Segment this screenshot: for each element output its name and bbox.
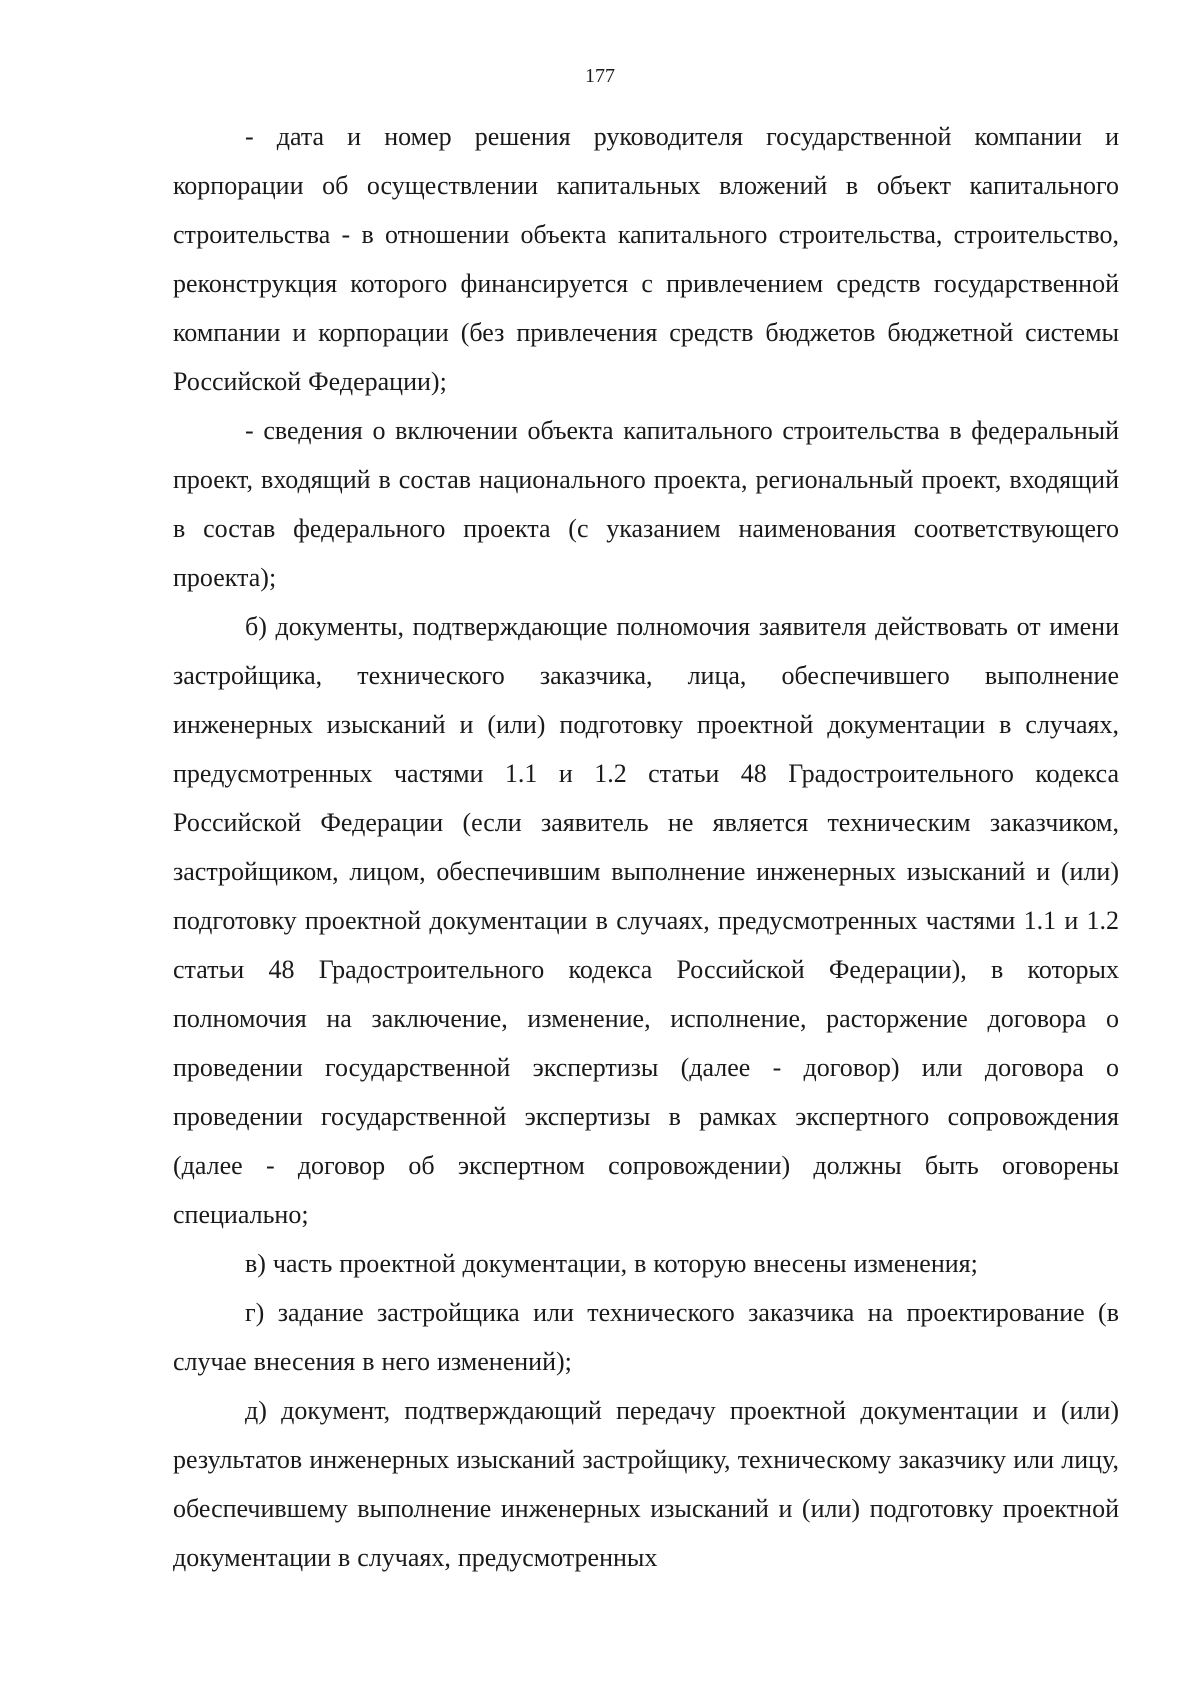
paragraph-federal-project: - сведения о включении объекта капитального строительства в федеральный проект, входящий в состав национального проекта, региональный проект, входящий в состав федерального проекта (с указанием наименования соответствующего проекта); bbox=[173, 416, 1119, 592]
page-number: 177 bbox=[585, 65, 615, 87]
paragraph-decision-date: - дата и номер решения руководителя государственной компании и корпорации об осуществлении капитальных вложений в объект капитального строительства - в отношении объекта капитального строительства, строительство, реконструкция которого финансируется с привлечением средств государственной компании и корпорации (без привлечения средств бюджетов бюджетной системы Российской Федерации); bbox=[173, 122, 1119, 396]
paragraph-d-transfer-document: д) документ, подтверждающий передачу проектной документации и (или) результатов инженерных изысканий застройщику, техническому заказчику или лицу, обеспечившему выполнение инженерных изысканий и (или) подготовку проектной документации в случаях, предусмотренных bbox=[173, 1396, 1119, 1572]
paragraph-b-authority-documents: б) документы, подтверждающие полномочия заявителя действовать от имени застройщика, технического заказчика, лица, обеспечившего выполнение инженерных изысканий и (или) подготовку проектной документации в случаях, предусмотренных частями 1.1 и 1.2 статьи 48 Градостроительного кодекса Российской Федерации (если заявитель не является техническим заказчиком, застройщиком, лицом, обеспечившим выполнение инженерных изысканий и (или) подготовку проектной документации в случаях, предусмотренных частями 1.1 и 1.2 статьи 48 Градостроительного кодекса Российской Федерации), в которых полномочия на заключение, изменение, исполнение, расторжение договора о проведении государственной экспертизы (далее - договор) или договора о проведении государственной экспертизы в рамках экспертного сопровождения (далее - договор об экспертном сопровождении) должны быть оговорены специально; bbox=[173, 612, 1119, 1229]
document-body bbox=[173, 112, 1119, 1582]
paragraph-v-changed-documentation: в) часть проектной документации, в которую внесены изменения; bbox=[245, 1249, 978, 1278]
paragraph-g-design-assignment: г) задание застройщика или технического заказчика на проектирование (в случае внесения в него изменений); bbox=[173, 1298, 1119, 1376]
